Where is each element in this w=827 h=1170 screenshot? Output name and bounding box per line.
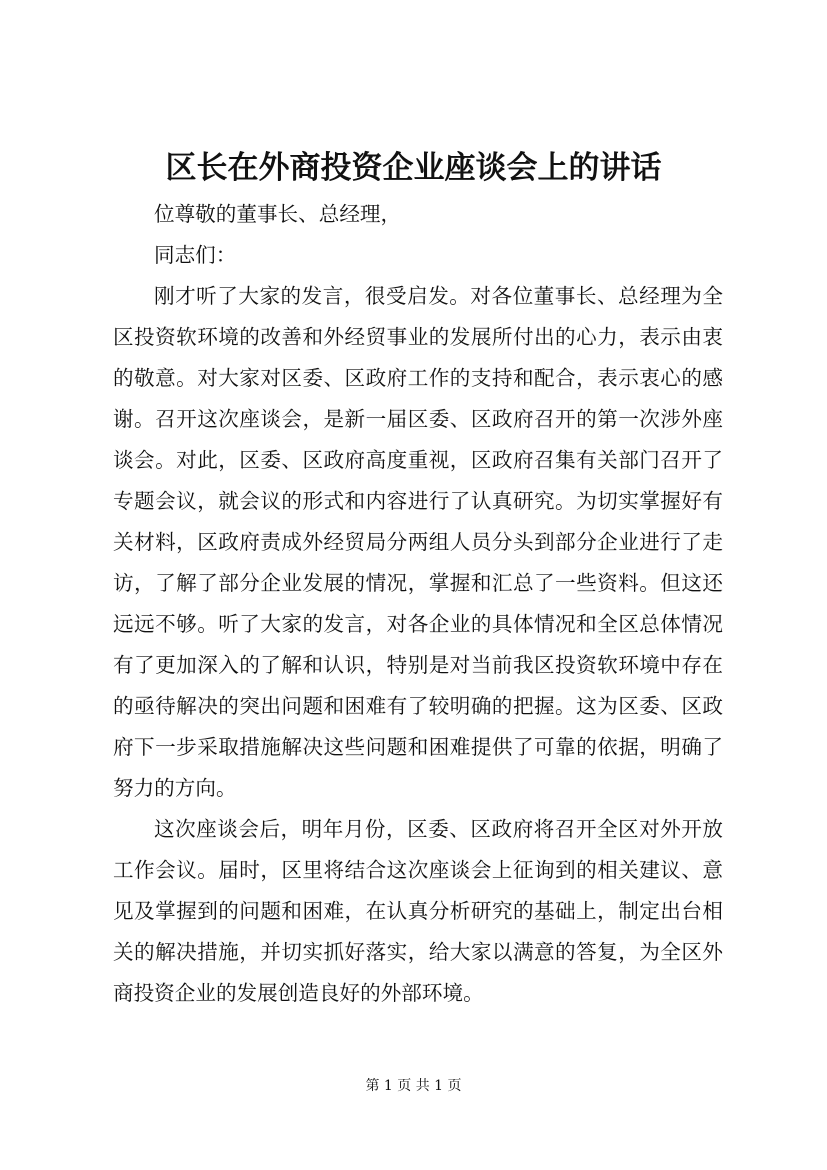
document-body <box>113 194 723 1014</box>
salutation-line: 位尊敬的董事长、总经理， <box>154 202 402 226</box>
body-paragraph: 刚才听了大家的发言，很受启发。对各位董事长、总经理为全区投资软环境的改善和外经贸事业的发展所付出的心力，表示由衷的敬意。对大家对区委、区政府工作的支持和配合，表示衷心的感谢。召开这次座谈会，是新一届区委、区政府召开的第一次涉外座谈会。对此，区委、区政府高度重视，区政府召集有关部门召开了专题会议，就会议的形式和内容进行了认真研究。为切实掌握好有关材料，区政府责成外经贸局分两组人员分头到部分企业进行了走访，了解了部分企业发展的情况，掌握和汇总了一些资料。但这还远远不够。听了大家的发言，对各企业的具体情况和全区总体情况有了更加深入的了解和认识，特别是对当前我区投资软环境中存在的亟待解决的突出问题和困难有了较明确的把握。这为区委、区政府下一步采取措施解决这些问题和困难提供了可靠的依据，明确了努力的方向。 <box>113 284 723 800</box>
document-title: 区长在外商投资企业座谈会上的讲话 <box>165 150 662 186</box>
page-footer: 第 1 页 共 1 页 <box>365 1078 462 1094</box>
salutation-line: 同志们： <box>154 243 237 267</box>
body-paragraph: 这次座谈会后，明年月份，区委、区政府将召开全区对外开放工作会议。届时，区里将结合这次座谈会上征询到的相关建议、意见及掌握到的问题和困难，在认真分析研究的基础上，制定出台相关的解决措施，并切实抓好落实，给大家以满意的答复，为全区外商投资企业的发展创造良好的外部环境。 <box>113 817 723 1005</box>
